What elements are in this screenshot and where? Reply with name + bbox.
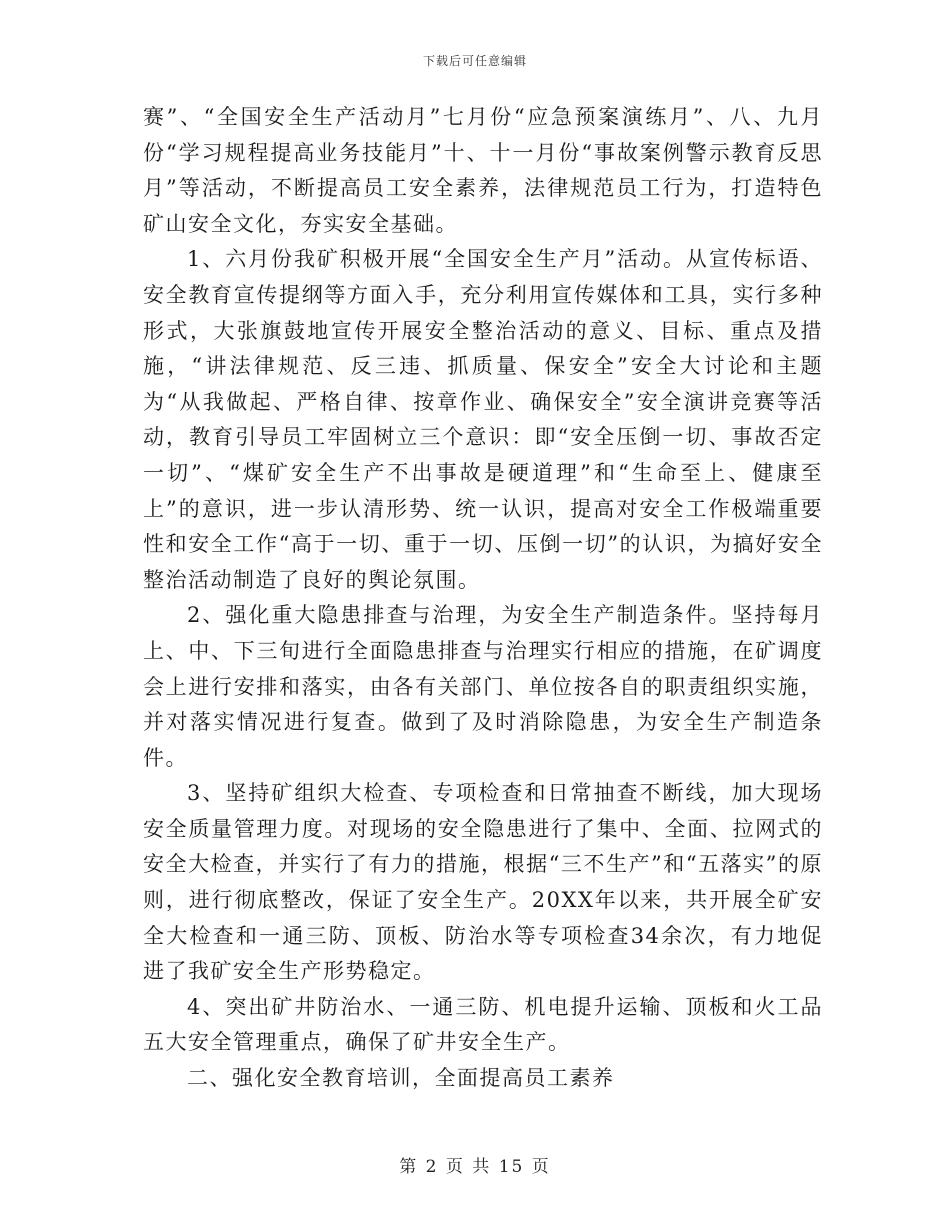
- document-body: [143, 100, 823, 1097]
- paragraph-item-4: 4、突出矿井防治水、一通三防、机电提升运输、顶板和火工品五大安全管理重点，确保了矿井安全生产。: [143, 994, 823, 1055]
- paragraph-item-1: 1、六月份我矿积极开展“全国安全生产月”活动。从宣传标语、安全教育宣传提纲等方面入手，充分利用宣传媒体和工具，实行多种形式，大张旗鼓地宣传开展安全整治活动的意义、目标、重点及措施，“讲法律规范、反三违、抓质量、保安全”安全大讨论和主题为“从我做起、严格自律、按章作业、确保安全”安全演讲竞赛等活动，教育引导员工牢固树立三个意识：即“安全压倒一切、事故否定一切”、“煤矿安全生产不出事故是硬道理”和“生命至上、健康至上”的意识，进一步认清形势、统一认识，提高对安全工作极端重要性和安全工作“高于一切、重于一切、压倒一切”的认识，为搞好安全整治活动制造了良好的舆论氛围。: [143, 247, 823, 592]
- section-heading: 二、强化安全教育培训，全面提高员工素养: [187, 1066, 615, 1091]
- paragraph-continuation: 赛”、“全国安全生产活动月”七月份“应急预案演练月”、八、九月份“学习规程提高业务技能月”十、十一月份“事故案例警示教育反思月”等活动，不断提高员工安全素养，法律规范员工行为，打造特色矿山安全文化，夯实安全基础。: [143, 105, 823, 236]
- page-header: 下载后可任意编辑: [422, 54, 527, 68]
- page-footer: 第 2 页 共 15 页: [399, 1157, 551, 1177]
- paragraph-item-3: 3、坚持矿组织大检查、专项检查和日常抽查不断线，加大现场安全质量管理力度。对现场的安全隐患进行了集中、全面、拉网式的安全大检查，并实行了有力的措施，根据“三不生产”和“五落实”的原则，进行彻底整改，保证了安全生产。20XX年以来，共开展全矿安全大检查和一通三防、顶板、防治水等专项检查34余次，有力地促进了我矿安全生产形势稳定。: [143, 781, 823, 984]
- paragraph-item-2: 2、强化重大隐患排查与治理，为安全生产制造条件。坚持每月上、中、下三旬进行全面隐患排查与治理实行相应的措施，在矿调度会上进行安排和落实，由各有关部门、单位按各自的职责组织实施，并对落实情况进行复查。做到了及时消除隐患，为安全生产制造条件。: [143, 603, 823, 770]
